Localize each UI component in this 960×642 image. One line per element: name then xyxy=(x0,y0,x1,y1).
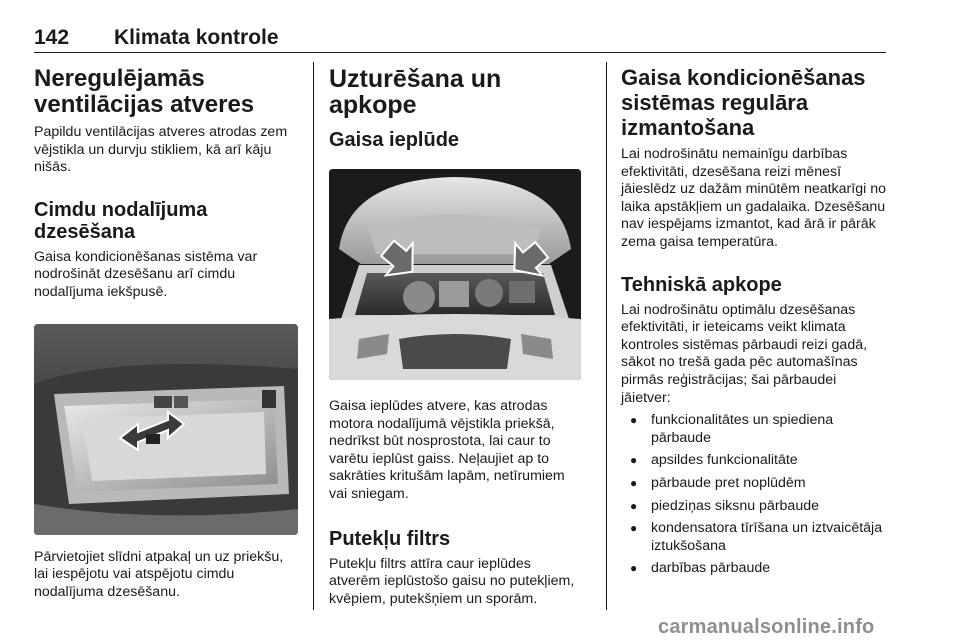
checklist-item: ● funkcionalitātes un spiediena pārbaude xyxy=(621,412,887,447)
checklist-item: ● piedziņas siksnu pārbaude xyxy=(621,498,887,516)
text-air-intake: Gaisa ieplūdes atvere, kas atrodas motora nodalījumā vējstikla priekšā, nedrīkst būt nosprostota, lai caur to varētu ieplūst gaiss. Neļaujiet ap to sakrāties kritušām lapām, netīrumiem vai sniegam. xyxy=(329,398,565,502)
column-divider-1 xyxy=(313,62,314,610)
checklist-item: ● apsildes funkcionalitāte xyxy=(621,452,887,470)
checklist-item: ● darbības pārbaude xyxy=(621,560,887,578)
heading-air-intake: Gaisa ieplūde xyxy=(329,129,460,151)
engine-bay-illustration xyxy=(329,169,581,380)
text-fixed-vents: Papildu ventilācijas atveres atrodas zem vējstikla un durvju stikliem, kā arī kāju nišās. xyxy=(34,124,288,176)
figure-engine-bay xyxy=(329,169,581,380)
text-service: Lai nodrošinātu optimālu dzesēšanas efektivitāti, ir ieteicams veikt klimata kontroles sistēmas pārbaudi reizi gadā, sākot no trešā gada pēc automašīnas pirmās reģistrācijas; šai pārbaudei jāietver: xyxy=(621,301,868,406)
text-pollen-filter: Putekļu filtrs attīra caur ieplūdes atverēm ieplūstošo gaisu no putekļiem, kvēpiem, putekšņiem un sporām. xyxy=(329,555,575,607)
chapter-title: Klimata kontrole xyxy=(114,26,279,49)
checklist-item: ● pārbaude pret noplūdēm xyxy=(621,475,887,493)
heading-service: Tehniskā apkope xyxy=(621,273,782,296)
heading-fixed-vents: Neregulējamās ventilācijas atveres xyxy=(34,65,255,118)
text-ac-regular-use: Lai nodrošinātu nemainīgu darbības efektivitāti, dzesēšana reizi mēnesī jāieslēdz uz dažām minūtēm neatkarīgi no laika apstākļiem un gadalaika. Dzesēšanu nav iespējams izmantot, kad ārā ir pārāk zema gaisa temperatūra. xyxy=(621,146,886,250)
figure-glovebox xyxy=(34,324,298,535)
column-1 xyxy=(34,62,300,601)
watermark: carmanualsonline.info xyxy=(658,616,875,638)
checklist-item: ● kondensatora tīrīšana un iztvaicētāja iztukšošana xyxy=(621,520,887,555)
glovebox-illustration xyxy=(34,324,298,535)
column-3 xyxy=(621,62,887,578)
heading-maintenance: Uzturēšana un apkope xyxy=(329,65,502,119)
column-2 xyxy=(329,62,581,608)
heading-glovebox-cooling: Cimdu nodalījuma dzesēšana xyxy=(34,198,208,243)
page-number: 142 xyxy=(34,26,70,49)
heading-ac-regular-use: Gaisa kondicionēšanas sistēmas regulāra izmantošana xyxy=(621,65,866,140)
heading-pollen-filter: Putekļu filtrs xyxy=(329,527,451,550)
column-divider-2 xyxy=(606,62,607,610)
figure-caption-glovebox: Pārvietojiet slīdni atpakaļ un uz priekšu, lai iespējotu vai atspējotu cimdu nodalījuma dzesēšanu. xyxy=(34,548,284,600)
page-header xyxy=(34,26,886,53)
text-glovebox-cooling: Gaisa kondicionēšanas sistēma var nodrošināt dzesēšanu arī cimdu nodalījuma iekšpusē. xyxy=(34,248,258,300)
service-checklist xyxy=(621,412,887,578)
